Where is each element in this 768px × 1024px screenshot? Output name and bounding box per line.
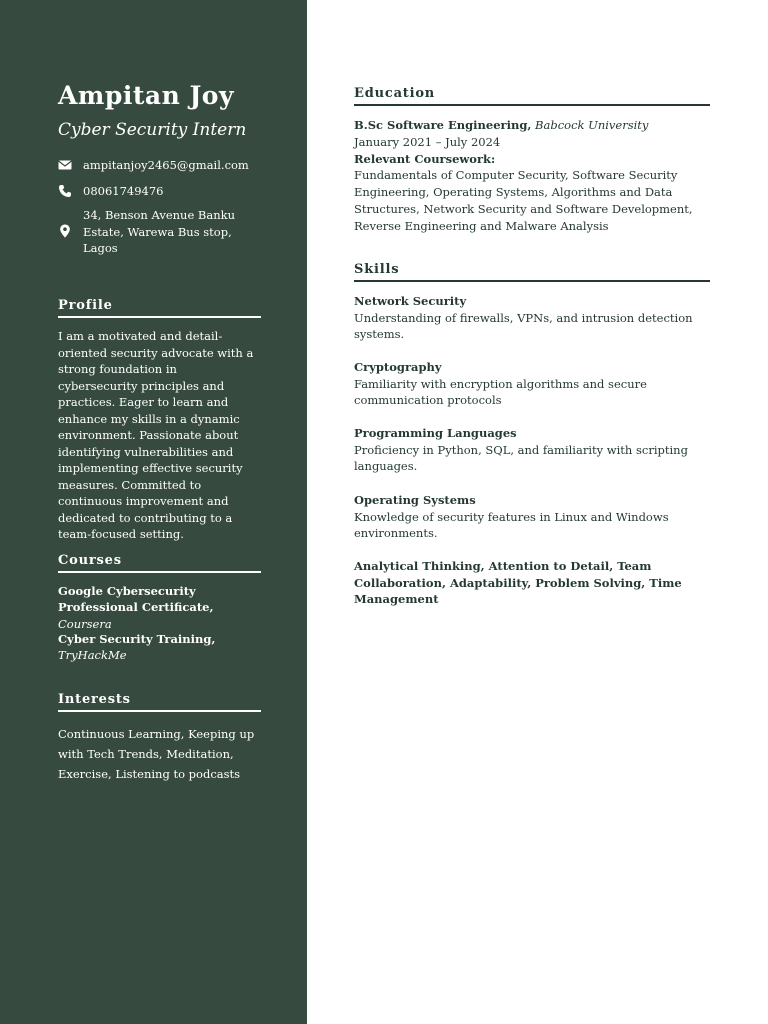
soft-skills-list: Analytical Thinking, Attention to Detail, Team Collaboration, Adaptability, Problem Solving, Time Management bbox=[354, 559, 682, 607]
skill-description: Proficiency in Python, SQL, and familiarity with scripting languages. bbox=[354, 442, 688, 474]
education-entry bbox=[354, 117, 694, 235]
skill-title: Operating Systems bbox=[354, 493, 476, 507]
course-provider: Coursera bbox=[58, 616, 112, 631]
education-heading: Education bbox=[354, 86, 710, 106]
degree-title: B.Sc Software Engineering, bbox=[354, 118, 532, 132]
profile-text: I am a motivated and detail-oriented security advocate with a strong foundation in cybersecurity principles and practices. Eager to learn and enhance my skills in a dynamic environment. Passionate about identifying vulnerabilities and implementing effective security measures. Committed to continuous improvement and dedicated to contributing to a team-focused setting. bbox=[58, 329, 254, 541]
email-link[interactable]: ampitanjoy2465@gmail.com bbox=[83, 158, 249, 172]
coursework-text: Fundamentals of Computer Security, Software Security Engineering, Operating Systems, Algorithms and Data Structures, Network Security and Software Development, Reverse Engineering and Malware Analysis bbox=[354, 168, 693, 233]
main-content bbox=[307, 0, 768, 1024]
course-item bbox=[58, 631, 263, 664]
coursework-label: Relevant Coursework: bbox=[354, 151, 496, 166]
profile-heading: Profile bbox=[58, 298, 261, 318]
skill-item bbox=[354, 293, 694, 343]
phone-icon bbox=[58, 184, 72, 198]
course-item bbox=[58, 583, 263, 632]
skill-item bbox=[354, 492, 694, 542]
interests-text: Continuous Learning, Keeping up with Tech Trends, Meditation, Exercise, Listening to podcasts bbox=[58, 727, 255, 781]
skills-heading: Skills bbox=[354, 262, 710, 282]
skill-item bbox=[354, 425, 694, 475]
address-text: 34, Benson Avenue Banku Estate, Warewa Bus stop, Lagos bbox=[83, 208, 235, 255]
skill-description: Familiarity with encryption algorithms and secure communication protocols bbox=[354, 376, 647, 408]
school-name: Babcock University bbox=[535, 118, 649, 132]
skill-title: Programming Languages bbox=[354, 426, 517, 440]
phone-number: 08061749476 bbox=[83, 184, 164, 198]
envelope-icon bbox=[58, 158, 72, 172]
skill-title: Network Security bbox=[354, 294, 467, 308]
course-title: Cyber Security Training, bbox=[58, 632, 216, 646]
candidate-role: Cyber Security Intern bbox=[58, 120, 247, 140]
education-dates: January 2021 – July 2024 bbox=[354, 134, 501, 149]
course-provider: TryHackMe bbox=[58, 648, 127, 663]
location-pin-icon bbox=[58, 224, 72, 238]
skill-description: Understanding of firewalls, VPNs, and intrusion detection systems. bbox=[354, 310, 693, 342]
courses-heading: Courses bbox=[58, 553, 261, 573]
degree-line bbox=[354, 117, 694, 134]
candidate-name: Ampitan Joy bbox=[58, 81, 234, 110]
sidebar bbox=[0, 0, 307, 1024]
interests-heading: Interests bbox=[58, 692, 261, 712]
skill-title: Cryptography bbox=[354, 360, 442, 374]
skill-description: Knowledge of security features in Linux and Windows environments. bbox=[354, 509, 669, 541]
skill-item bbox=[354, 359, 694, 409]
course-title: Google Cybersecurity Professional Certificate, bbox=[58, 584, 214, 615]
